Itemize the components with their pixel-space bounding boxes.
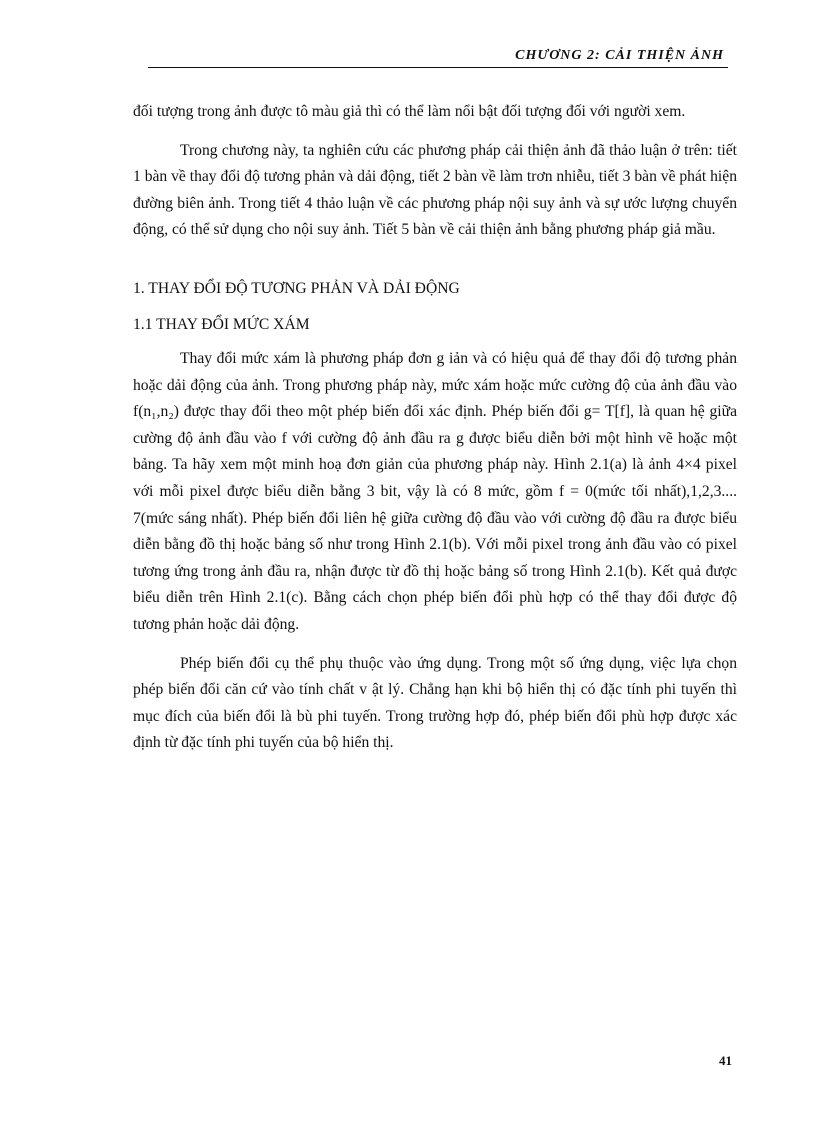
- subsection-heading: 1.1 THAY ĐỔI MỨC XÁM: [133, 315, 310, 333]
- header-rule: [148, 67, 728, 68]
- page-body: [133, 99, 737, 757]
- chapter-header: CHƯƠNG 2: CẢI THIỆN ẢNH: [515, 48, 724, 63]
- paragraph-continuation: đối tượng trong ảnh được tô màu giả thì có thể làm nổi bật đối tượng đối với người xem.: [133, 103, 686, 120]
- paragraph-intro: Trong chương này, ta nghiên cứu các phương pháp cải thiện ảnh đã thảo luận ở trên: tiết 1 bàn về thay đổi độ tương phản và dải động, tiết 2 bàn về làm trơn nhiễu, tiết 3 bàn về phát hiện đường biên ảnh. Trong tiết 4 thảo luận về các phương pháp nội suy ảnh và sự ước lượng chuyển động, có thể sử dụng cho nội suy ảnh. Tiết 5 bàn về cải thiện ảnh bằng phương pháp giả mầu.: [133, 141, 737, 239]
- paragraph-transform: Phép biến đổi cụ thể phụ thuộc vào ứng dụng. Trong một số ứng dụng, việc lựa chọn phép biến đổi căn cứ vào tính chất v ật lý. Chẳng hạn khi bộ hiển thị có đặc tính phi tuyến thì mục đích của biến đổi là bù phi tuyến. Trong trường hợp đó, phép biến đổi phù hợp được xác định từ đặc tính phi tuyến của bộ hiển thị.: [133, 654, 737, 752]
- section-heading: 1. THAY ĐỔI ĐỘ TƯƠNG PHẢN VÀ DẢI ĐỘNG: [133, 279, 460, 297]
- paragraph-gray-level: Thay đổi mức xám là phương pháp đơn g iản và có hiệu quả để thay đổi độ tương phản hoặc dải động của ảnh. Trong phương pháp này, mức xám hoặc mức cường độ của ảnh đầu vào f(n₁,n₂) được thay đổi theo một phép biến đổi xác định. Phép biến đổi g= T[f], là quan hệ giữa cường độ ảnh đầu vào f với cường độ ảnh đầu ra g được biểu diễn bởi một hình vẽ hoặc một bảng. Ta hãy xem một minh hoạ đơn giản của phương pháp này. Hình 2.1(a) là ảnh 4×4 pixel với mỗi pixel được biểu diễn bằng 3 bit, vậy là có 8 mức, gồm f = 0(mức tối nhất),1,2,3.... 7(mức sáng nhất). Phép biến đổi liên hệ giữa cường độ đầu vào với cường độ đầu ra được biểu diễn bằng đồ thị hoặc bảng số như trong Hình 2.1(b). Với mỗi pixel trong ảnh đầu vào có pixel tương ứng trong ảnh đầu ra, nhận được từ đồ thị hoặc bảng số trong Hình 2.1(b). Kết quả được biểu diễn trên Hình 2.1(c). Bằng cách chọn phép biến đổi phù hợp có thể thay đổi được độ tương phản hoặc dải động.: [133, 349, 737, 633]
- page-number: 41: [719, 1053, 732, 1068]
